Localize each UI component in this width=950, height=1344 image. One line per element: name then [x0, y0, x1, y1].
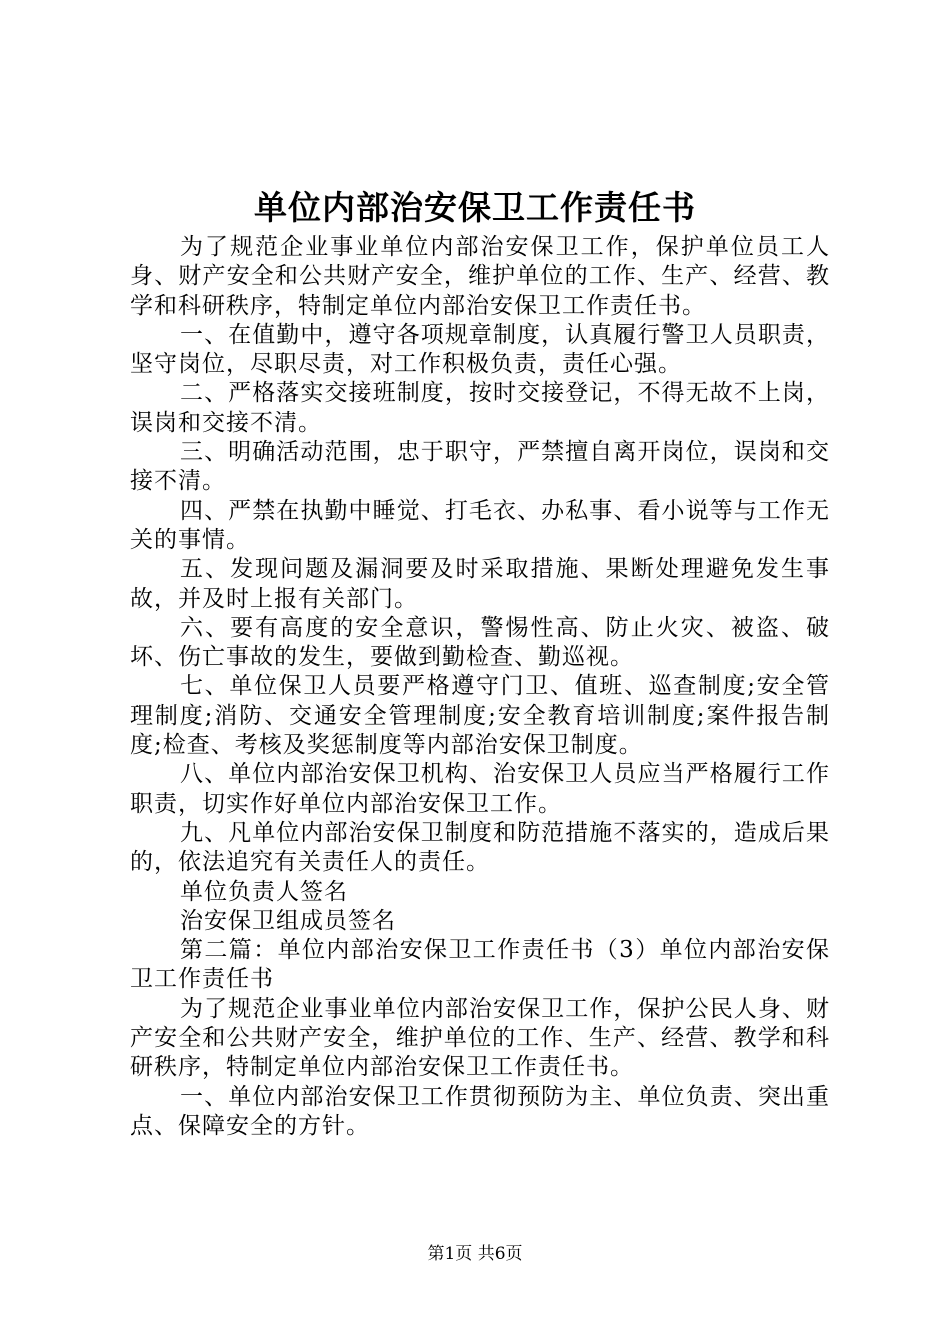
paragraph: 五、发现问题及漏洞要及时采取措施、果断处理避免发生事故，并及时上报有关部门。: [130, 556, 830, 612]
section-heading: 第二篇：单位内部治安保卫工作责任书（3）单位内部治安保卫工作责任书: [130, 937, 830, 993]
paragraph: 为了规范企业事业单位内部治安保卫工作，保护单位员工人身、财产安全和公共财产安全，维护单位的工作、生产、经营、教学和科研秩序，特制定单位内部治安保卫工作责任书。: [130, 234, 830, 319]
paragraph: 一、单位内部治安保卫工作贯彻预防为主、单位负责、突出重点、保障安全的方针。: [130, 1083, 830, 1139]
paragraph: 六、要有高度的安全意识，警惕性高、防止火灾、被盗、破坏、伤亡事故的发生，要做到勤检查、勤巡视。: [130, 614, 830, 671]
paragraph: 八、单位内部治安保卫机构、治安保卫人员应当严格履行工作职责，切实作好单位内部治安保卫工作。: [130, 761, 830, 817]
paragraph: 四、严禁在执勤中睡觉、打毛衣、办私事、看小说等与工作无关的事情。: [130, 497, 830, 553]
paragraph: 二、严格落实交接班制度，按时交接登记，不得无故不上岗，误岗和交接不清。: [130, 380, 830, 436]
signature-line-members: 治安保卫组成员签名: [180, 907, 396, 934]
paragraph: 为了规范企业事业单位内部治安保卫工作，保护公民人身、财产安全和公共财产安全，维护单位的工作、生产、经营、教学和科研秩序，特制定单位内部治安保卫工作责任书。: [130, 995, 830, 1081]
paragraph: 七、单位保卫人员要严格遵守门卫、值班、巡查制度;安全管理制度;消防、交通安全管理制度;安全教育培训制度;案件报告制度;检查、考核及奖惩制度等内部治安保卫制度。: [130, 673, 830, 759]
signature-line-leader: 单位负责人签名: [180, 878, 348, 905]
paragraph: 九、凡单位内部治安保卫制度和防范措施不落实的，造成后果的，依法追究有关责任人的责任。: [130, 819, 830, 876]
paragraph: 一、在值勤中，遵守各项规章制度，认真履行警卫人员职责，坚守岗位，尽职尽责，对工作积极负责，责任心强。: [130, 321, 830, 378]
paragraph: 三、明确活动范围，忠于职守，严禁擅自离开岗位，误岗和交接不清。: [130, 439, 830, 495]
page-number: 第1页 共6页: [427, 1244, 523, 1264]
document-body: [130, 233, 830, 1141]
document-title: 单位内部治安保卫工作责任书: [254, 188, 696, 227]
